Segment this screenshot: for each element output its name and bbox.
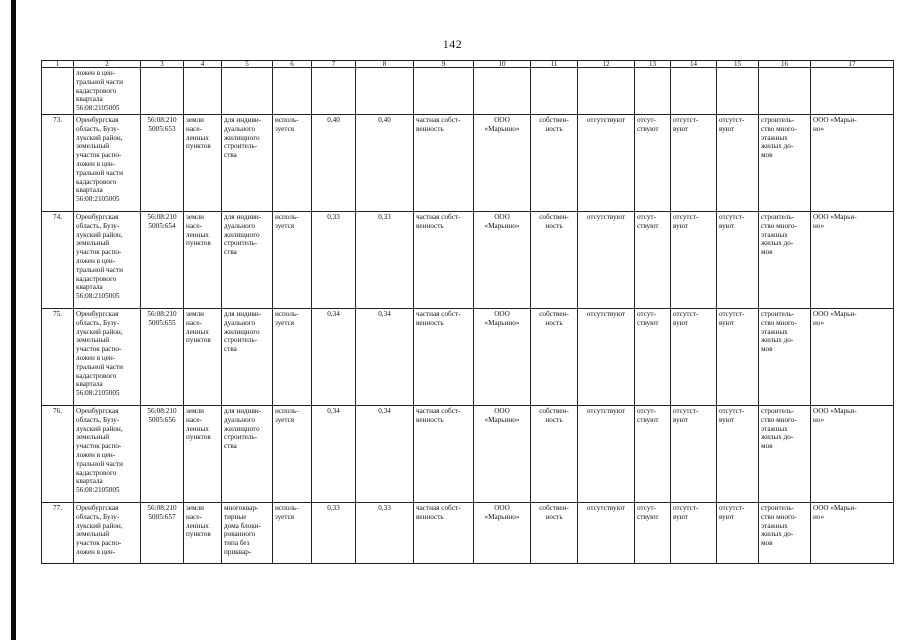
- column-number-cell: 10: [474, 61, 531, 68]
- cell-status: исполь- зуется: [273, 308, 312, 405]
- cell-encumbrance: отсутствуют: [578, 405, 635, 502]
- cell-encumbrance: отсутствуют: [578, 114, 635, 211]
- cell-location: ложен в цен- тральной части кадастрового квартала 56:08:2105005: [74, 68, 141, 115]
- column-number-cell: 6: [273, 61, 312, 68]
- cell-category: земли насе- ленных пунктов: [184, 211, 222, 308]
- cell-applicant: ООО «Марьи- но»: [811, 308, 894, 405]
- table-row: [42, 211, 894, 308]
- cell-purpose: строитель- ство много- этажных жилых до- мов: [759, 114, 811, 211]
- cell-area1: 0,34: [312, 308, 356, 405]
- cell-status: исполь- зуется: [273, 405, 312, 502]
- cell-encumbrance: отсутствуют: [578, 502, 635, 563]
- cell-num: 75.: [42, 308, 74, 405]
- page-number: 142: [442, 37, 463, 51]
- column-number-row: [42, 61, 894, 68]
- cell-c15: отсутст- вуют: [717, 502, 759, 563]
- cell-area1: 0,33: [312, 211, 356, 308]
- cell-ownership: частная собст- венность: [414, 405, 474, 502]
- cell-owner: ООО «Марьино»: [474, 114, 531, 211]
- cell-c13: отсут- ствуют: [635, 502, 671, 563]
- cell-purpose: строитель- ство много- этажных жилых до- мов: [759, 211, 811, 308]
- cell-c13: [635, 68, 671, 115]
- cell-ownership: частная собст- венность: [414, 211, 474, 308]
- cell-num: 76.: [42, 405, 74, 502]
- cell-c13: отсут- ствуют: [635, 308, 671, 405]
- cell-cadastral: 56:08:210 5005:654: [141, 211, 184, 308]
- cell-ownership: частная собст- венность: [414, 308, 474, 405]
- land-plot-register-table: [41, 60, 894, 564]
- cell-c14: отсутст- вуют: [671, 114, 717, 211]
- cell-use: для индиви- дуального жилищного строитель- ства: [222, 405, 273, 502]
- cell-applicant: ООО «Марьи- но»: [811, 405, 894, 502]
- cell-area1: [312, 68, 356, 115]
- column-number-cell: 12: [578, 61, 635, 68]
- table-body: [42, 61, 894, 564]
- cell-owner: [474, 68, 531, 115]
- column-number-cell: 8: [356, 61, 414, 68]
- column-number-cell: 11: [531, 61, 578, 68]
- column-number-cell: 3: [141, 61, 184, 68]
- column-number-cell: 17: [811, 61, 894, 68]
- cell-applicant: [811, 68, 894, 115]
- cell-c14: отсутст- вуют: [671, 502, 717, 563]
- cell-cadastral: [141, 68, 184, 115]
- cell-applicant: ООО «Марьи- но»: [811, 211, 894, 308]
- cell-encumbrance: отсутствуют: [578, 308, 635, 405]
- table-row: [42, 308, 894, 405]
- cell-ownership: частная собст- венность: [414, 502, 474, 563]
- cell-location: Оренбургская область, Бузу- лукский район, земельный участок распо- ложен в цен-: [74, 502, 141, 563]
- column-number-cell: 2: [74, 61, 141, 68]
- binder-edge: [11, 0, 16, 640]
- table-row: [42, 114, 894, 211]
- column-number-cell: 16: [759, 61, 811, 68]
- cell-c14: отсутст- вуют: [671, 308, 717, 405]
- cell-category: [184, 68, 222, 115]
- column-number-cell: 1: [42, 61, 74, 68]
- cell-right: собствен- ность: [531, 308, 578, 405]
- cell-cadastral: 56:08:210 5005:656: [141, 405, 184, 502]
- cell-encumbrance: [578, 68, 635, 115]
- cell-use: [222, 68, 273, 115]
- cell-c15: отсутст- вуют: [717, 114, 759, 211]
- column-number-cell: 13: [635, 61, 671, 68]
- column-number-cell: 15: [717, 61, 759, 68]
- cell-category: земли насе- ленных пунктов: [184, 502, 222, 563]
- cell-right: собствен- ность: [531, 405, 578, 502]
- cell-area1: 0,40: [312, 114, 356, 211]
- cell-purpose: строитель- ство много- этажных жилых до- мов: [759, 405, 811, 502]
- cell-cadastral: 56:08:210 5005:655: [141, 308, 184, 405]
- cell-category: земли насе- ленных пунктов: [184, 114, 222, 211]
- column-number-cell: 5: [222, 61, 273, 68]
- cell-status: исполь- зуется: [273, 114, 312, 211]
- cell-location: Оренбургская область, Бузу- лукский район, земельный участок распо- ложен в цен- тральной части кадастрового квартала 56:08:2105005: [74, 405, 141, 502]
- cell-area1: 0,33: [312, 502, 356, 563]
- cell-right: собствен- ность: [531, 211, 578, 308]
- cell-use: для индиви- дуального жилищного строитель- ства: [222, 114, 273, 211]
- cell-c15: [717, 68, 759, 115]
- cell-area1: 0,34: [312, 405, 356, 502]
- table-row: [42, 502, 894, 563]
- cell-location: Оренбургская область, Бузу- лукский район, земельный участок распо- ложен в цен- тральной части кадастрового квартала 56:08:2105005: [74, 114, 141, 211]
- cell-owner: ООО «Марьино»: [474, 405, 531, 502]
- cell-status: исполь- зуется: [273, 502, 312, 563]
- cell-purpose: [759, 68, 811, 115]
- cell-num: 77.: [42, 502, 74, 563]
- cell-c15: отсутст- вуют: [717, 211, 759, 308]
- cell-right: собствен- ность: [531, 114, 578, 211]
- cell-status: исполь- зуется: [273, 211, 312, 308]
- cell-applicant: ООО «Марьи- но»: [811, 502, 894, 563]
- cell-num: [42, 68, 74, 115]
- cell-applicant: ООО «Марьи- но»: [811, 114, 894, 211]
- column-number-cell: 7: [312, 61, 356, 68]
- cell-right: собствен- ность: [531, 502, 578, 563]
- cell-category: земли насе- ленных пунктов: [184, 405, 222, 502]
- cell-encumbrance: отсутствуют: [578, 211, 635, 308]
- cell-c13: отсут- ствуют: [635, 405, 671, 502]
- cell-purpose: строитель- ство много- этажных жилых до- мов: [759, 308, 811, 405]
- cell-num: 73.: [42, 114, 74, 211]
- cell-ownership: частная собст- венность: [414, 114, 474, 211]
- cell-cadastral: 56:08:210 5005:657: [141, 502, 184, 563]
- column-number-cell: 4: [184, 61, 222, 68]
- cell-status: [273, 68, 312, 115]
- cell-c13: отсут- ствуют: [635, 114, 671, 211]
- cell-c14: [671, 68, 717, 115]
- cell-c13: отсут- ствуют: [635, 211, 671, 308]
- cell-area2: 0,40: [356, 114, 414, 211]
- cell-ownership: [414, 68, 474, 115]
- cell-owner: ООО «Марьино»: [474, 502, 531, 563]
- cell-category: земли насе- ленных пунктов: [184, 308, 222, 405]
- column-number-cell: 14: [671, 61, 717, 68]
- cell-area2: 0,34: [356, 405, 414, 502]
- cell-area2: 0,33: [356, 211, 414, 308]
- cell-c14: отсутст- вуют: [671, 405, 717, 502]
- cell-owner: ООО «Марьино»: [474, 211, 531, 308]
- column-number-cell: 9: [414, 61, 474, 68]
- cell-use: многоквар- тирные дома блоки- рованного типа без приквар-: [222, 502, 273, 563]
- cell-num: 74.: [42, 211, 74, 308]
- cell-cadastral: 56:08:210 5005:653: [141, 114, 184, 211]
- cell-c15: отсутст- вуют: [717, 308, 759, 405]
- cell-use: для индиви- дуального жилищного строитель- ства: [222, 308, 273, 405]
- cell-area2: 0,34: [356, 308, 414, 405]
- cell-location: Оренбургская область, Бузу- лукский район, земельный участок распо- ложен в цен- тральной части кадастрового квартала 56:08:2105005: [74, 211, 141, 308]
- cell-right: [531, 68, 578, 115]
- cell-area2: [356, 68, 414, 115]
- cell-purpose: строитель- ство много- этажных жилых до- мов: [759, 502, 811, 563]
- table-row: [42, 405, 894, 502]
- table-row: [42, 68, 894, 115]
- cell-location: Оренбургская область, Бузу- лукский район, земельный участок распо- ложен в цен- тральной части кадастрового квартала 56:08:2105005: [74, 308, 141, 405]
- cell-area2: 0,33: [356, 502, 414, 563]
- cell-use: для индиви- дуального жилищного строитель- ства: [222, 211, 273, 308]
- cell-c14: отсутст- вуют: [671, 211, 717, 308]
- cell-c15: отсутст- вуют: [717, 405, 759, 502]
- cell-owner: ООО «Марьино»: [474, 308, 531, 405]
